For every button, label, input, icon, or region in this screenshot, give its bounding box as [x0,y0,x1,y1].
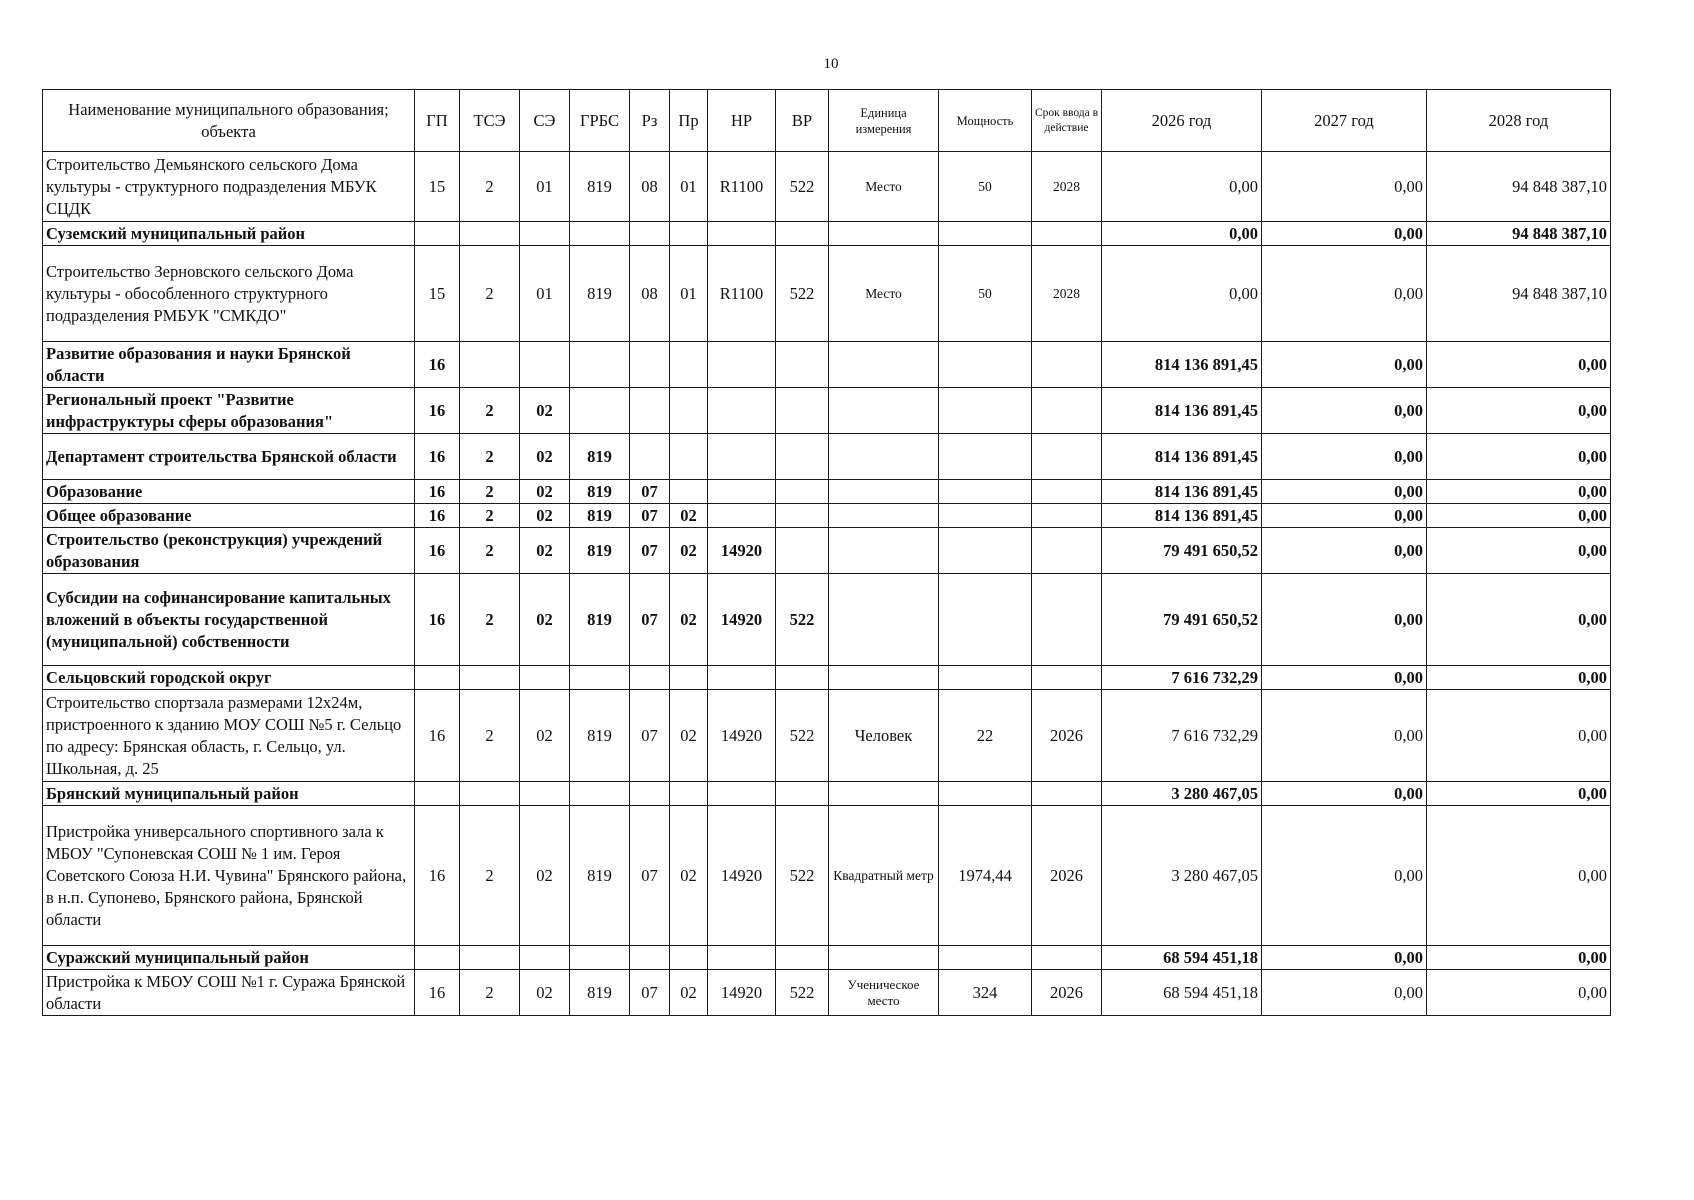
cell-name: Брянский муниципальный район [43,782,415,806]
cell-unit [829,342,939,388]
cell-tse [460,342,520,388]
cell-y2026: 3 280 467,05 [1102,782,1262,806]
cell-pr [670,946,708,970]
cell-tse: 2 [460,152,520,222]
cell-name: Строительство спортзала размерами 12х24м, пристроенного к зданию МОУ СОШ №5 г. Сельцо по адресу: Брянская область, г. Сельцо, ул. Школьная, д. 25 [43,690,415,782]
cell-y2027: 0,00 [1262,782,1427,806]
cell-y2026: 3 280 467,05 [1102,806,1262,946]
cell-unit [829,782,939,806]
cell-capacity [939,528,1032,574]
cell-y2027: 0,00 [1262,574,1427,666]
cell-y2027: 0,00 [1262,970,1427,1016]
cell-tse: 2 [460,690,520,782]
cell-rz: 07 [630,528,670,574]
cell-gp: 16 [415,806,460,946]
cell-pr [670,782,708,806]
cell-se: 02 [520,434,570,480]
header-pr: Пр [670,90,708,152]
cell-y2026: 814 136 891,45 [1102,342,1262,388]
cell-se: 02 [520,528,570,574]
cell-grbs: 819 [570,574,630,666]
table-row [43,574,1611,666]
cell-vr [776,480,829,504]
cell-rz: 07 [630,806,670,946]
cell-pr [670,388,708,434]
cell-capacity: 324 [939,970,1032,1016]
cell-se [520,946,570,970]
cell-y2027: 0,00 [1262,806,1427,946]
cell-tse [460,222,520,246]
cell-capacity [939,434,1032,480]
cell-se [520,342,570,388]
cell-unit [829,504,939,528]
cell-grbs [570,666,630,690]
cell-y2026: 79 491 650,52 [1102,528,1262,574]
header-se: СЭ [520,90,570,152]
cell-se [520,222,570,246]
cell-grbs [570,782,630,806]
cell-name: Строительство Зерновского сельского Дома культуры - обособленного структурного подразделения РМБУК "СМКДО" [43,246,415,342]
cell-nr: 14920 [708,690,776,782]
header-rz: Рз [630,90,670,152]
cell-capacity: 50 [939,152,1032,222]
cell-y2026: 7 616 732,29 [1102,690,1262,782]
cell-nr [708,480,776,504]
cell-tse [460,666,520,690]
cell-vr [776,782,829,806]
header-gp: ГП [415,90,460,152]
cell-y2026: 7 616 732,29 [1102,666,1262,690]
cell-vr [776,434,829,480]
cell-unit: Квадратный метр [829,806,939,946]
cell-name: Образование [43,480,415,504]
cell-capacity [939,342,1032,388]
cell-se: 02 [520,806,570,946]
cell-unit: Место [829,152,939,222]
cell-y2028: 0,00 [1427,388,1611,434]
cell-term [1032,946,1102,970]
cell-se: 02 [520,388,570,434]
table-row [43,528,1611,574]
cell-y2027: 0,00 [1262,342,1427,388]
cell-pr: 02 [670,574,708,666]
cell-y2026: 68 594 451,18 [1102,970,1262,1016]
cell-rz [630,946,670,970]
cell-rz: 07 [630,970,670,1016]
header-vr: ВР [776,90,829,152]
cell-term [1032,528,1102,574]
cell-tse: 2 [460,480,520,504]
cell-capacity [939,480,1032,504]
cell-unit: Ученическое место [829,970,939,1016]
cell-tse: 2 [460,388,520,434]
cell-pr: 01 [670,152,708,222]
cell-y2028: 94 848 387,10 [1427,246,1611,342]
cell-y2027: 0,00 [1262,388,1427,434]
table-header-row [43,90,1611,152]
cell-y2027: 0,00 [1262,152,1427,222]
cell-term [1032,574,1102,666]
cell-vr [776,666,829,690]
cell-unit [829,388,939,434]
header-2028: 2028 год [1427,90,1611,152]
cell-gp [415,782,460,806]
cell-term [1032,504,1102,528]
cell-unit: Место [829,246,939,342]
cell-vr: 522 [776,246,829,342]
cell-y2027: 0,00 [1262,946,1427,970]
cell-vr [776,342,829,388]
cell-y2026: 814 136 891,45 [1102,480,1262,504]
header-name: Наименование муниципального образования; объекта [43,90,415,152]
cell-nr: R1100 [708,152,776,222]
cell-capacity [939,946,1032,970]
cell-capacity [939,574,1032,666]
cell-unit: Человек [829,690,939,782]
cell-y2026: 814 136 891,45 [1102,504,1262,528]
cell-vr: 522 [776,690,829,782]
cell-rz: 07 [630,690,670,782]
cell-tse: 2 [460,574,520,666]
cell-y2026: 68 594 451,18 [1102,946,1262,970]
table-row [43,246,1611,342]
cell-rz: 07 [630,574,670,666]
cell-grbs [570,946,630,970]
cell-nr [708,782,776,806]
cell-name: Субсидии на софинансирование капитальных вложений в объекты государственной (муниципальной) собственности [43,574,415,666]
cell-y2028: 0,00 [1427,574,1611,666]
cell-nr [708,504,776,528]
cell-rz [630,388,670,434]
cell-pr [670,480,708,504]
cell-y2026: 814 136 891,45 [1102,388,1262,434]
cell-tse: 2 [460,528,520,574]
table-row [43,342,1611,388]
cell-y2027: 0,00 [1262,666,1427,690]
cell-vr [776,388,829,434]
header-grbs: ГРБС [570,90,630,152]
cell-y2026: 0,00 [1102,246,1262,342]
table-row [43,946,1611,970]
cell-capacity [939,504,1032,528]
cell-grbs: 819 [570,690,630,782]
cell-tse: 2 [460,806,520,946]
cell-grbs: 819 [570,528,630,574]
table-row [43,666,1611,690]
cell-name: Суражский муниципальный район [43,946,415,970]
table-row [43,222,1611,246]
cell-term: 2028 [1032,246,1102,342]
cell-y2027: 0,00 [1262,690,1427,782]
cell-y2027: 0,00 [1262,222,1427,246]
cell-y2028: 0,00 [1427,690,1611,782]
cell-y2027: 0,00 [1262,504,1427,528]
cell-gp: 16 [415,342,460,388]
cell-term [1032,342,1102,388]
budget-table [42,89,1611,1016]
header-nr: НР [708,90,776,152]
cell-gp: 16 [415,504,460,528]
cell-unit [829,528,939,574]
cell-gp [415,666,460,690]
header-unit: Единица измерения [829,90,939,152]
cell-se: 01 [520,152,570,222]
cell-capacity [939,388,1032,434]
cell-grbs: 819 [570,480,630,504]
cell-grbs: 819 [570,152,630,222]
cell-grbs: 819 [570,806,630,946]
cell-gp [415,946,460,970]
cell-term [1032,666,1102,690]
cell-y2026: 0,00 [1102,152,1262,222]
table-row [43,480,1611,504]
cell-gp: 16 [415,528,460,574]
cell-pr: 02 [670,504,708,528]
header-2026: 2026 год [1102,90,1262,152]
cell-rz [630,666,670,690]
cell-y2028: 94 848 387,10 [1427,222,1611,246]
cell-nr: 14920 [708,528,776,574]
cell-nr: 14920 [708,970,776,1016]
cell-pr [670,222,708,246]
cell-tse: 2 [460,970,520,1016]
cell-name: Пристройка универсального спортивного зала к МБОУ "Супоневская СОШ № 1 им. Героя Советского Союза Н.И. Чувина" Брянского района, в н.п. Супонево, Брянского района, Брянской области [43,806,415,946]
cell-pr: 02 [670,806,708,946]
cell-grbs [570,388,630,434]
cell-grbs [570,222,630,246]
cell-gp: 16 [415,480,460,504]
cell-tse: 2 [460,504,520,528]
cell-tse [460,782,520,806]
cell-gp: 15 [415,152,460,222]
cell-nr [708,342,776,388]
cell-se: 02 [520,504,570,528]
cell-y2026: 0,00 [1102,222,1262,246]
cell-y2028: 0,00 [1427,666,1611,690]
cell-capacity: 22 [939,690,1032,782]
cell-y2028: 0,00 [1427,782,1611,806]
cell-nr [708,434,776,480]
cell-se: 01 [520,246,570,342]
cell-y2028: 94 848 387,10 [1427,152,1611,222]
cell-y2028: 0,00 [1427,528,1611,574]
cell-nr [708,666,776,690]
cell-unit [829,666,939,690]
cell-se: 02 [520,690,570,782]
cell-name: Региональный проект "Развитие инфраструктуры сферы образования" [43,388,415,434]
cell-y2028: 0,00 [1427,946,1611,970]
cell-gp: 16 [415,970,460,1016]
cell-capacity [939,222,1032,246]
cell-vr [776,946,829,970]
cell-y2027: 0,00 [1262,480,1427,504]
cell-nr: R1100 [708,246,776,342]
cell-rz: 08 [630,152,670,222]
cell-nr: 14920 [708,574,776,666]
cell-tse: 2 [460,434,520,480]
cell-y2028: 0,00 [1427,480,1611,504]
cell-name: Пристройка к МБОУ СОШ №1 г. Суража Брянской области [43,970,415,1016]
cell-tse [460,946,520,970]
cell-pr: 01 [670,246,708,342]
cell-y2027: 0,00 [1262,246,1427,342]
header-2027: 2027 год [1262,90,1427,152]
cell-rz [630,222,670,246]
table-row [43,806,1611,946]
cell-vr [776,222,829,246]
cell-nr [708,388,776,434]
cell-grbs [570,342,630,388]
cell-grbs: 819 [570,504,630,528]
cell-unit [829,946,939,970]
cell-term: 2026 [1032,806,1102,946]
cell-pr [670,342,708,388]
cell-name: Развитие образования и науки Брянской области [43,342,415,388]
cell-name: Суземский муниципальный район [43,222,415,246]
cell-pr [670,434,708,480]
cell-term [1032,782,1102,806]
cell-unit [829,222,939,246]
cell-term [1032,480,1102,504]
cell-name: Сельцовский городской округ [43,666,415,690]
cell-rz [630,342,670,388]
cell-nr: 14920 [708,806,776,946]
cell-gp: 16 [415,574,460,666]
cell-capacity [939,782,1032,806]
cell-y2027: 0,00 [1262,434,1427,480]
cell-name: Департамент строительства Брянской области [43,434,415,480]
cell-term [1032,222,1102,246]
cell-se: 02 [520,480,570,504]
cell-rz [630,434,670,480]
cell-name: Строительство Демьянского сельского Дома культуры - структурного подразделения МБУК СЦДК [43,152,415,222]
cell-y2027: 0,00 [1262,528,1427,574]
table-row [43,388,1611,434]
cell-rz: 08 [630,246,670,342]
cell-vr: 522 [776,152,829,222]
cell-nr [708,946,776,970]
cell-rz: 07 [630,504,670,528]
cell-rz: 07 [630,480,670,504]
cell-nr [708,222,776,246]
cell-unit [829,480,939,504]
cell-y2026: 814 136 891,45 [1102,434,1262,480]
cell-name: Строительство (реконструкция) учреждений образования [43,528,415,574]
table-row [43,152,1611,222]
cell-grbs: 819 [570,246,630,342]
table-row [43,504,1611,528]
cell-y2028: 0,00 [1427,504,1611,528]
header-tse: ТСЭ [460,90,520,152]
cell-term: 2026 [1032,690,1102,782]
table-row [43,782,1611,806]
cell-vr: 522 [776,806,829,946]
cell-pr: 02 [670,528,708,574]
cell-term [1032,388,1102,434]
cell-pr: 02 [670,970,708,1016]
cell-se: 02 [520,970,570,1016]
cell-rz [630,782,670,806]
cell-se [520,782,570,806]
cell-y2028: 0,00 [1427,970,1611,1016]
table-body [43,152,1611,1016]
cell-tse: 2 [460,246,520,342]
cell-gp: 16 [415,690,460,782]
cell-grbs: 819 [570,434,630,480]
cell-vr [776,504,829,528]
cell-name: Общее образование [43,504,415,528]
cell-se [520,666,570,690]
cell-unit [829,574,939,666]
cell-y2026: 79 491 650,52 [1102,574,1262,666]
header-capacity: Мощность [939,90,1032,152]
cell-se: 02 [520,574,570,666]
cell-pr [670,666,708,690]
cell-term: 2026 [1032,970,1102,1016]
table-row [43,690,1611,782]
cell-y2028: 0,00 [1427,434,1611,480]
cell-y2028: 0,00 [1427,806,1611,946]
cell-unit [829,434,939,480]
cell-pr: 02 [670,690,708,782]
cell-vr: 522 [776,574,829,666]
cell-capacity: 50 [939,246,1032,342]
cell-term [1032,434,1102,480]
page-number: 10 [823,56,839,72]
cell-vr [776,528,829,574]
header-term: Срок ввода в действие [1032,90,1102,152]
table-row [43,434,1611,480]
cell-gp: 16 [415,434,460,480]
cell-gp: 15 [415,246,460,342]
cell-grbs: 819 [570,970,630,1016]
cell-capacity: 1974,44 [939,806,1032,946]
cell-y2028: 0,00 [1427,342,1611,388]
cell-capacity [939,666,1032,690]
cell-vr: 522 [776,970,829,1016]
cell-gp [415,222,460,246]
cell-term: 2028 [1032,152,1102,222]
cell-gp: 16 [415,388,460,434]
table-row [43,970,1611,1016]
